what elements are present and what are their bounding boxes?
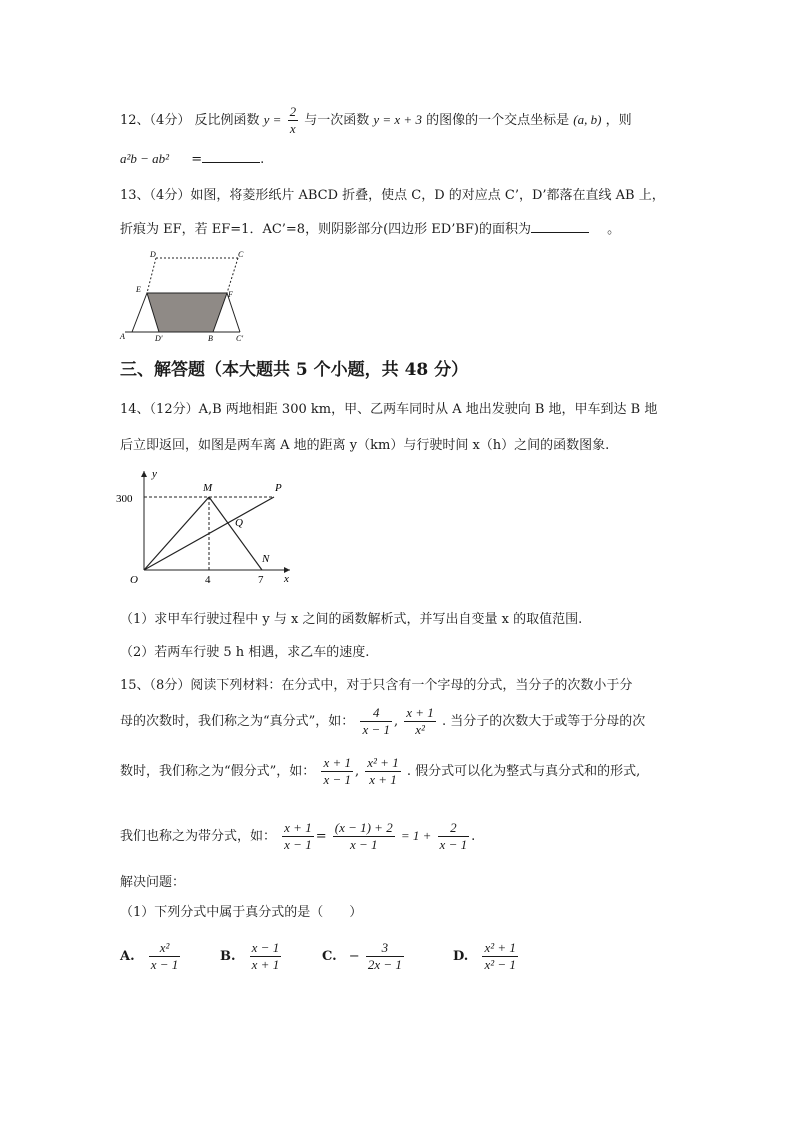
derivation-fraction-2: $\frac{(x - 1) + 2}{x - 1}$ <box>334 820 393 852</box>
point-Q-label: Q <box>235 517 243 529</box>
q12-text3: 的图像的一个交点坐标是 <box>426 113 570 128</box>
option-A[interactable]: A. $\frac{\text{x²}}{x - 1}$ <box>120 940 179 972</box>
q12-y-eq: y = <box>263 112 282 127</box>
q14-sub2: （2）若两车行驶 5 h 相遇，求乙车的速度. <box>120 645 370 660</box>
example-fraction-2: $\frac{x + 1}{\text{x²}}$ <box>406 705 434 737</box>
distance-time-graph <box>112 465 297 590</box>
q12-text2: 与一次函数 <box>304 113 370 128</box>
q12-equals: = <box>191 152 203 167</box>
q12-text4: ，则 <box>605 113 632 128</box>
q13-line2: 折痕为 EF，若 EF=1．AC’=8，则阴影部分(四边形 ED’BF)的面积为 。 <box>120 218 620 240</box>
q12-fraction: $\frac{2}{x}$ <box>289 104 297 136</box>
label-C-prime: C' <box>236 334 244 343</box>
q12-expression: a²b − ab² <box>120 151 170 166</box>
point-N-label: N <box>262 553 270 565</box>
example-fraction-3: $\frac{x + 1}{x - 1}$ <box>323 755 351 787</box>
label-A: A <box>120 332 125 341</box>
point-M-label: M <box>203 482 213 494</box>
derivation-fraction-3: $\frac{2}{x - 1}$ <box>439 820 468 852</box>
example-fraction-4: $\frac{\text{x² + 1}}{x + 1}$ <box>367 755 399 787</box>
label-E: E <box>136 285 141 294</box>
example-fraction-1: $\frac{4}{x - 1}$ <box>362 705 390 737</box>
axis-y-label: y <box>152 468 157 480</box>
q14-sub1: （1）求甲车行驶过程中 y 与 x 之间的函数解析式，并写出自变量 x 的取值范围. <box>120 612 583 627</box>
label-D: D <box>150 250 156 259</box>
point-P-label: P <box>275 482 282 494</box>
label-C: C <box>238 250 244 259</box>
option-D[interactable]: D. $\frac{\text{x² + 1}}{\text{x² − 1}}$ <box>453 940 516 972</box>
answer-blank[interactable] <box>531 218 589 233</box>
q14-line2: 后立即返回，如图是两车离 A 地的距离 y（km）与行驶时间 x（h）之间的函数图象. <box>120 438 610 453</box>
q15-line3: 数时，我们称之为“假分式”，如： $\frac{x + 1}{x - 1}$ , $\frac{\text{x² + 1}}{x + 1}$ . 假分式可以化为整式与真分式和的形式, <box>120 755 641 787</box>
axis-x-label: x <box>284 573 289 585</box>
q12-text1: 反比例函数 <box>194 113 260 128</box>
shaded-quadrilateral <box>147 293 227 332</box>
q12-linear: y = x + 3 <box>373 112 422 127</box>
q15-solve: 解决问题： <box>120 875 186 890</box>
option-C[interactable]: C. − $\frac{3}{2x - 1}$ <box>322 940 402 972</box>
answer-blank[interactable] <box>202 148 260 163</box>
q15-line1: 15、（8分）阅读下列材料：在分式中，对于只含有一个字母的分式，当分子的次数小于分 <box>120 678 633 693</box>
tick-4: 4 <box>205 574 211 586</box>
option-B[interactable]: B. $\frac{x - 1}{x + 1}$ <box>220 940 280 972</box>
tick-7: 7 <box>258 574 264 586</box>
section-heading: 三、解答题（本大题共 5 个小题，共 48 分） <box>120 360 469 380</box>
label-B: B <box>208 334 213 343</box>
q12-point: (a, b) <box>573 112 602 127</box>
origin-label: O <box>130 574 138 586</box>
option-D-fraction: $\frac{\text{x² + 1}}{\text{x² − 1}}$ <box>484 940 516 972</box>
tick-300: 300 <box>116 493 133 505</box>
label-D-prime: D' <box>155 334 163 343</box>
q12-line1 <box>120 104 632 137</box>
rhombus-fold-figure <box>115 248 255 343</box>
derivation-fraction-1: $\frac{x + 1}{x - 1}$ <box>284 820 312 852</box>
q13-line1: 13、（4分）如图，将菱形纸片 ABCD 折叠，使点 C，D 的对应点 C’，D’都落在直线 AB 上， <box>120 188 665 203</box>
option-A-fraction: $\frac{\text{x²}}{x - 1}$ <box>150 940 179 972</box>
q15-line4: 我们也称之为带分式，如： $\frac{x + 1}{x - 1}$ = $\frac{(x - 1) + 2}{x - 1}$ = 1 + $\frac{2}{x - 1}$ . <box>120 820 476 852</box>
q12-number: 12、（4分） <box>120 113 191 128</box>
option-C-fraction: $\frac{3}{2x - 1}$ <box>367 940 402 972</box>
q14-line1: 14、（12分）A,B 两地相距 300 km，甲、乙两车同时从 A 地出发驶向 B 地，甲车到达 B 地 <box>120 402 658 417</box>
q15-line2: 母的次数时，我们称之为“真分式”，如： $\frac{4}{x - 1}$ , $\frac{x + 1}{\text{x²}}$ . 当分子的次数大于或等于分母的次 <box>120 705 646 737</box>
option-B-fraction: $\frac{x - 1}{x + 1}$ <box>251 940 280 972</box>
label-F: F <box>228 290 233 299</box>
q15-sub1: （1）下列分式中属于真分式的是（ ） <box>120 905 363 920</box>
q12-line2: a²b − ab² = . <box>120 148 264 170</box>
